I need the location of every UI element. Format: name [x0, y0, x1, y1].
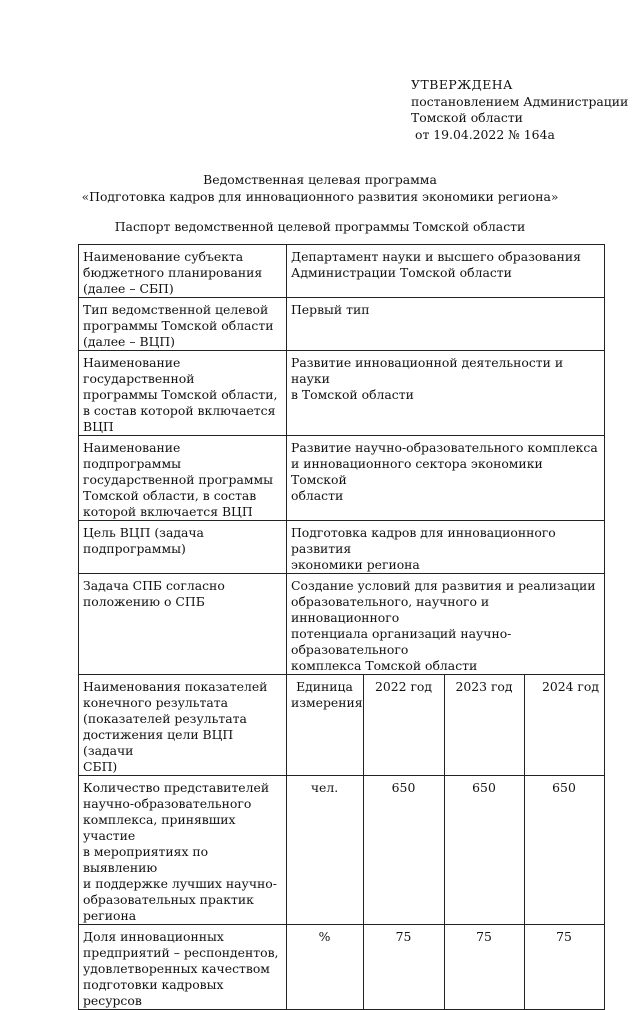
year-header: 2023 год: [445, 675, 525, 776]
row-label: [79, 574, 287, 675]
approval-stamp: [411, 77, 628, 143]
text-line: экономики региона: [291, 557, 420, 572]
indicator-label: [79, 776, 287, 925]
text-line: Наименование государственной: [83, 355, 195, 386]
text-line: положению о СПБ: [83, 594, 205, 609]
text-line: Департамент науки и высшего образования: [291, 249, 581, 264]
text-line: программы Томской области: [83, 318, 274, 333]
text-line: конечного результата: [83, 695, 229, 710]
text-line: (далее – СБП): [83, 281, 174, 296]
table-row: [79, 521, 605, 574]
text-line: Наименование субъекта: [83, 249, 244, 264]
text-line: Развитие научно-образовательного комплекса: [291, 440, 598, 455]
approval-line: постановлением Администрации: [411, 93, 629, 109]
indicator-value: 650: [364, 776, 445, 925]
text-line: комплекса Томской области: [291, 658, 478, 673]
text-line: Первый тип: [291, 302, 370, 317]
table-row: [79, 351, 605, 436]
row-label: [79, 351, 287, 436]
text-line: Тип ведомственной целевой: [83, 302, 269, 317]
text-line: государственной программы: [83, 472, 274, 487]
row-value: [287, 521, 605, 574]
row-label: [79, 298, 287, 351]
row-label: [79, 436, 287, 521]
indicators-header-label: [79, 675, 287, 776]
text-line: предприятий – респондентов,: [83, 945, 279, 960]
indicator-value: 75: [364, 925, 445, 1010]
approval-date: от 19.04.2022 № 164а: [415, 126, 555, 142]
text-line: и поддержке лучших научно-: [83, 876, 277, 891]
text-line: ВЦП: [83, 419, 114, 434]
text-line: удовлетворенных качеством: [83, 961, 270, 976]
table-row: [79, 298, 605, 351]
text-line: подпрограммы): [83, 541, 186, 556]
text-line: потенциала организаций научно-образовательного: [291, 626, 512, 657]
text-line: СБП): [83, 759, 118, 774]
text-line: региона: [83, 908, 137, 923]
indicator-unit: %: [287, 925, 364, 1010]
row-label: [79, 245, 287, 298]
indicators-header-row: [79, 675, 605, 776]
text-line: Создание условий для развития и реализации: [291, 578, 596, 593]
indicator-row: [79, 776, 605, 925]
text-line: Единица: [296, 679, 353, 694]
text-line: и инновационного сектора экономики Томской: [291, 456, 543, 487]
text-line: Цель ВЦП (задача: [83, 525, 204, 540]
text-line: достижения цели ВЦП (задачи: [83, 727, 234, 758]
text-line: подготовки кадровых ресурсов: [83, 977, 224, 1008]
row-label: [79, 521, 287, 574]
year-header: 2024 год: [525, 675, 605, 776]
text-line: области: [291, 488, 344, 503]
text-line: образовательного, научного и инновационного: [291, 594, 490, 625]
text-line: программы Томской области,: [83, 387, 278, 402]
text-line: в состав которой включается: [83, 403, 276, 418]
indicator-value: 75: [525, 925, 605, 1010]
text-line: Доля инновационных: [83, 929, 224, 944]
text-line: комплекса, принявших участие: [83, 812, 236, 843]
text-line: бюджетного планирования: [83, 265, 263, 280]
text-line: Томской области, в состав: [83, 488, 257, 503]
row-value: [287, 574, 605, 675]
table-row: [79, 436, 605, 521]
table-row: [79, 574, 605, 675]
text-line: Развитие инновационной деятельности и науки: [291, 355, 564, 386]
approval-line: Томской области: [411, 110, 523, 125]
program-type-title: Ведомственная целевая программа: [203, 172, 437, 187]
text-line: Администрации Томской области: [291, 265, 512, 280]
passport-title: Паспорт ведомственной целевой программы Томской области: [114, 219, 526, 234]
text-line: Количество представителей: [83, 780, 270, 795]
row-value: [287, 436, 605, 521]
program-name-title: «Подготовка кадров для инновационного развития экономики региона»: [81, 189, 559, 204]
indicator-value: 650: [525, 776, 605, 925]
approval-title: УТВЕРЖДЕНА: [411, 77, 513, 92]
text-line: (показателей результата: [83, 711, 247, 726]
text-line: Задача СПБ согласно: [83, 578, 225, 593]
indicator-unit: чел.: [287, 776, 364, 925]
indicator-value: 650: [445, 776, 525, 925]
table-row: [79, 245, 605, 298]
text-line: (далее – ВЦП): [83, 334, 176, 349]
year-header: 2022 год: [364, 675, 445, 776]
indicator-row: [79, 925, 605, 1010]
passport-table: [78, 244, 605, 1010]
text-line: в Томской области: [291, 387, 414, 402]
text-line: которой включается ВЦП: [83, 504, 253, 519]
indicator-label: [79, 925, 287, 1010]
text-line: измерения: [291, 695, 363, 710]
text-line: Подготовка кадров для инновационного развития: [291, 525, 556, 556]
indicator-value: 75: [445, 925, 525, 1010]
text-line: научно-образовательного: [83, 796, 252, 811]
text-line: в мероприятиях по выявлению: [83, 844, 209, 875]
row-value: [287, 351, 605, 436]
row-value: [287, 245, 605, 298]
text-line: образовательных практик: [83, 892, 254, 907]
row-value: [287, 298, 605, 351]
unit-header: [287, 675, 364, 776]
text-line: Наименование подпрограммы: [83, 440, 181, 471]
text-line: Наименования показателей: [83, 679, 268, 694]
